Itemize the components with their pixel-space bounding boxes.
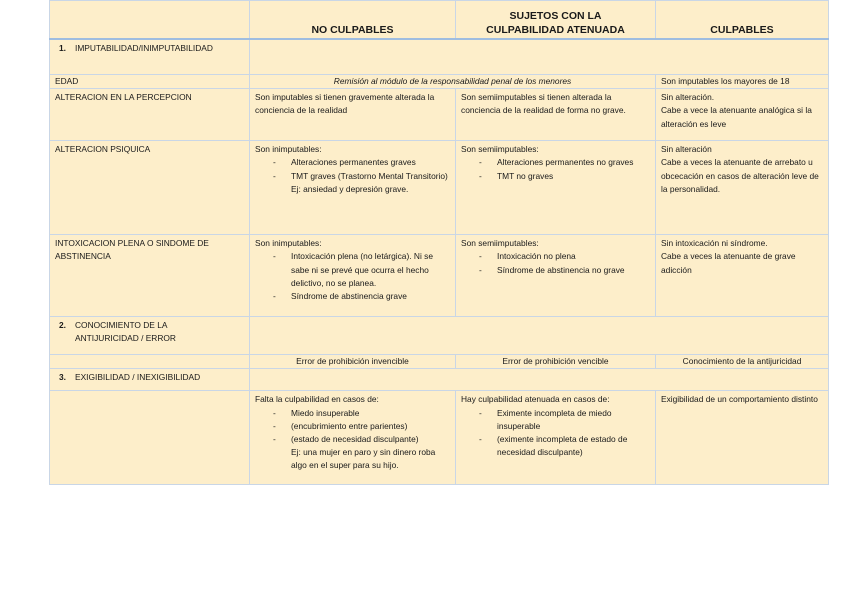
- row-edad: [50, 75, 829, 89]
- dash-list: [255, 156, 450, 196]
- section-row-conocimiento: [50, 317, 829, 355]
- error-no-culpables: Error de prohibición invencible: [250, 355, 456, 369]
- error-culpables: Conocimiento de la antijuricidad: [656, 355, 829, 369]
- section-row-imputabilidad: [50, 39, 829, 75]
- header-culpables: CULPABLES: [656, 1, 829, 39]
- percepcion-no-culpables: Son imputables si tienen gravemente alterada la conciencia de la realidad: [250, 89, 456, 141]
- error-atenuada: Error de prohibición vencible: [456, 355, 656, 369]
- cell-intro: Son inimputables:: [255, 144, 322, 155]
- row-label: INTOXICACION PLENA O SINDOME DE ABSTINENCIA: [50, 235, 250, 317]
- row-percepcion: [50, 89, 829, 141]
- list-item: - Eximente incompleta de miedo insuperable: [479, 407, 650, 433]
- list-item: - Alteraciones permanentes no graves: [479, 156, 650, 169]
- culpables-line: Sin alteración.: [661, 92, 715, 103]
- section-number: 3.: [59, 372, 66, 383]
- psiquica-no-culpables: [250, 141, 456, 235]
- row-label: ALTERACION EN LA PERCEPCION: [50, 89, 250, 141]
- row-psiquica: [50, 141, 829, 235]
- section-empty-cell: [250, 39, 829, 75]
- cell-intro: Hay culpabilidad atenuada en casos de:: [461, 394, 610, 405]
- cell-intro: Son inimputables:: [255, 238, 322, 249]
- cell-intro: Son semiimputables:: [461, 144, 539, 155]
- culpables-line: Cabe a vece la atenuante analógica si la alteración es leve: [661, 105, 812, 129]
- row-label: ALTERACION PSIQUICA: [50, 141, 250, 235]
- list-item: - (eximente incompleta de estado de necesidad disculpante): [479, 433, 650, 459]
- section-title: EXIGIBILIDAD / INEXIGIBILIDAD: [75, 372, 201, 383]
- row-intoxicacion: [50, 235, 829, 317]
- list-item: - TMT graves (Trastorno Mental Transitorio) Ej: ansiedad y depresión grave.: [273, 170, 450, 196]
- row-exigibilidad: [50, 391, 829, 485]
- section-title-cell: [50, 369, 250, 391]
- list-item-example: Ej: una mujer en paro y sin dinero roba algo en el super para su hijo.: [291, 447, 436, 471]
- list-item: - (estado de necesidad disculpante): [273, 433, 450, 446]
- section-title: IMPUTABILIDAD/INIMPUTABILIDAD: [75, 42, 213, 53]
- section-title-cell: [50, 317, 250, 355]
- dash-list: [461, 156, 650, 182]
- culpables-line: Cabe a veces la atenuante de grave adicción: [661, 251, 796, 275]
- intoxicacion-atenuada: [456, 235, 656, 317]
- section-empty-cell: [250, 369, 829, 391]
- list-item: - Síndrome de abstinencia no grave: [479, 264, 650, 277]
- list-item: - Alteraciones permanentes graves: [273, 156, 450, 169]
- exigibilidad-atenuada: [456, 391, 656, 485]
- culpables-line: Sin intoxicación ni síndrome.: [661, 238, 768, 249]
- psiquica-culpables: [656, 141, 829, 235]
- intoxicacion-no-culpables: [250, 235, 456, 317]
- list-item: - Miedo insuperable: [273, 407, 450, 420]
- section-number: 2.: [59, 320, 66, 331]
- psiquica-atenuada: [456, 141, 656, 235]
- culpables-line: Sin alteración: [661, 144, 712, 155]
- row-label-empty: [50, 355, 250, 369]
- header-atenuada: SUJETOS CON LA CULPABILIDAD ATENUADA: [456, 1, 656, 39]
- section-number: 1.: [59, 42, 66, 53]
- list-item: - Intoxicación plena (no letárgica). Ni se sabe ni se prevé que ocurra el hecho delictivo, no se planea.: [273, 250, 450, 290]
- row-label-empty: [50, 391, 250, 485]
- row-error: [50, 355, 829, 369]
- culpables-line: Cabe a veces la atenuante de arrebato u obcecación en casos de alteración leve de la personalidad.: [661, 157, 819, 194]
- section-title-cell: [50, 39, 250, 75]
- dash-list: [461, 407, 650, 460]
- list-item: - Intoxicación no plena: [479, 250, 650, 263]
- cell-intro: Falta la culpabilidad en casos de:: [255, 394, 379, 405]
- header-empty: [50, 1, 250, 39]
- exigibilidad-no-culpables: [250, 391, 456, 485]
- percepcion-atenuada: Son semiimputables si tienen alterada la conciencia de la realidad de forma no grave.: [456, 89, 656, 141]
- list-item: - Síndrome de abstinencia grave: [273, 290, 450, 303]
- dash-list: [255, 407, 450, 473]
- header-row: [50, 1, 829, 39]
- section-title: CONOCIMIENTO DE LA ANTIJURICIDAD / ERROR: [75, 320, 176, 344]
- list-item: - (encubrimiento entre parientes): [273, 420, 450, 433]
- header-no-culpables: NO CULPABLES: [250, 1, 456, 39]
- cell-intro: Son semiimputables:: [461, 238, 539, 249]
- intoxicacion-culpables: [656, 235, 829, 317]
- list-item: - TMT no graves: [479, 170, 650, 183]
- dash-list: [461, 250, 650, 276]
- section-row-exigibilidad: [50, 369, 829, 391]
- edad-merged-cell: Remisión al módulo de la responsabilidad penal de los menores: [250, 75, 656, 89]
- row-label: EDAD: [50, 75, 250, 89]
- section-empty-cell: [250, 317, 829, 355]
- dash-list: [255, 250, 450, 303]
- culpabilidad-table: [49, 0, 829, 485]
- exigibilidad-culpables: Exigibilidad de un comportamiento distinto: [656, 391, 829, 485]
- percepcion-culpables: [656, 89, 829, 141]
- edad-culpables: Son imputables los mayores de 18: [656, 75, 829, 89]
